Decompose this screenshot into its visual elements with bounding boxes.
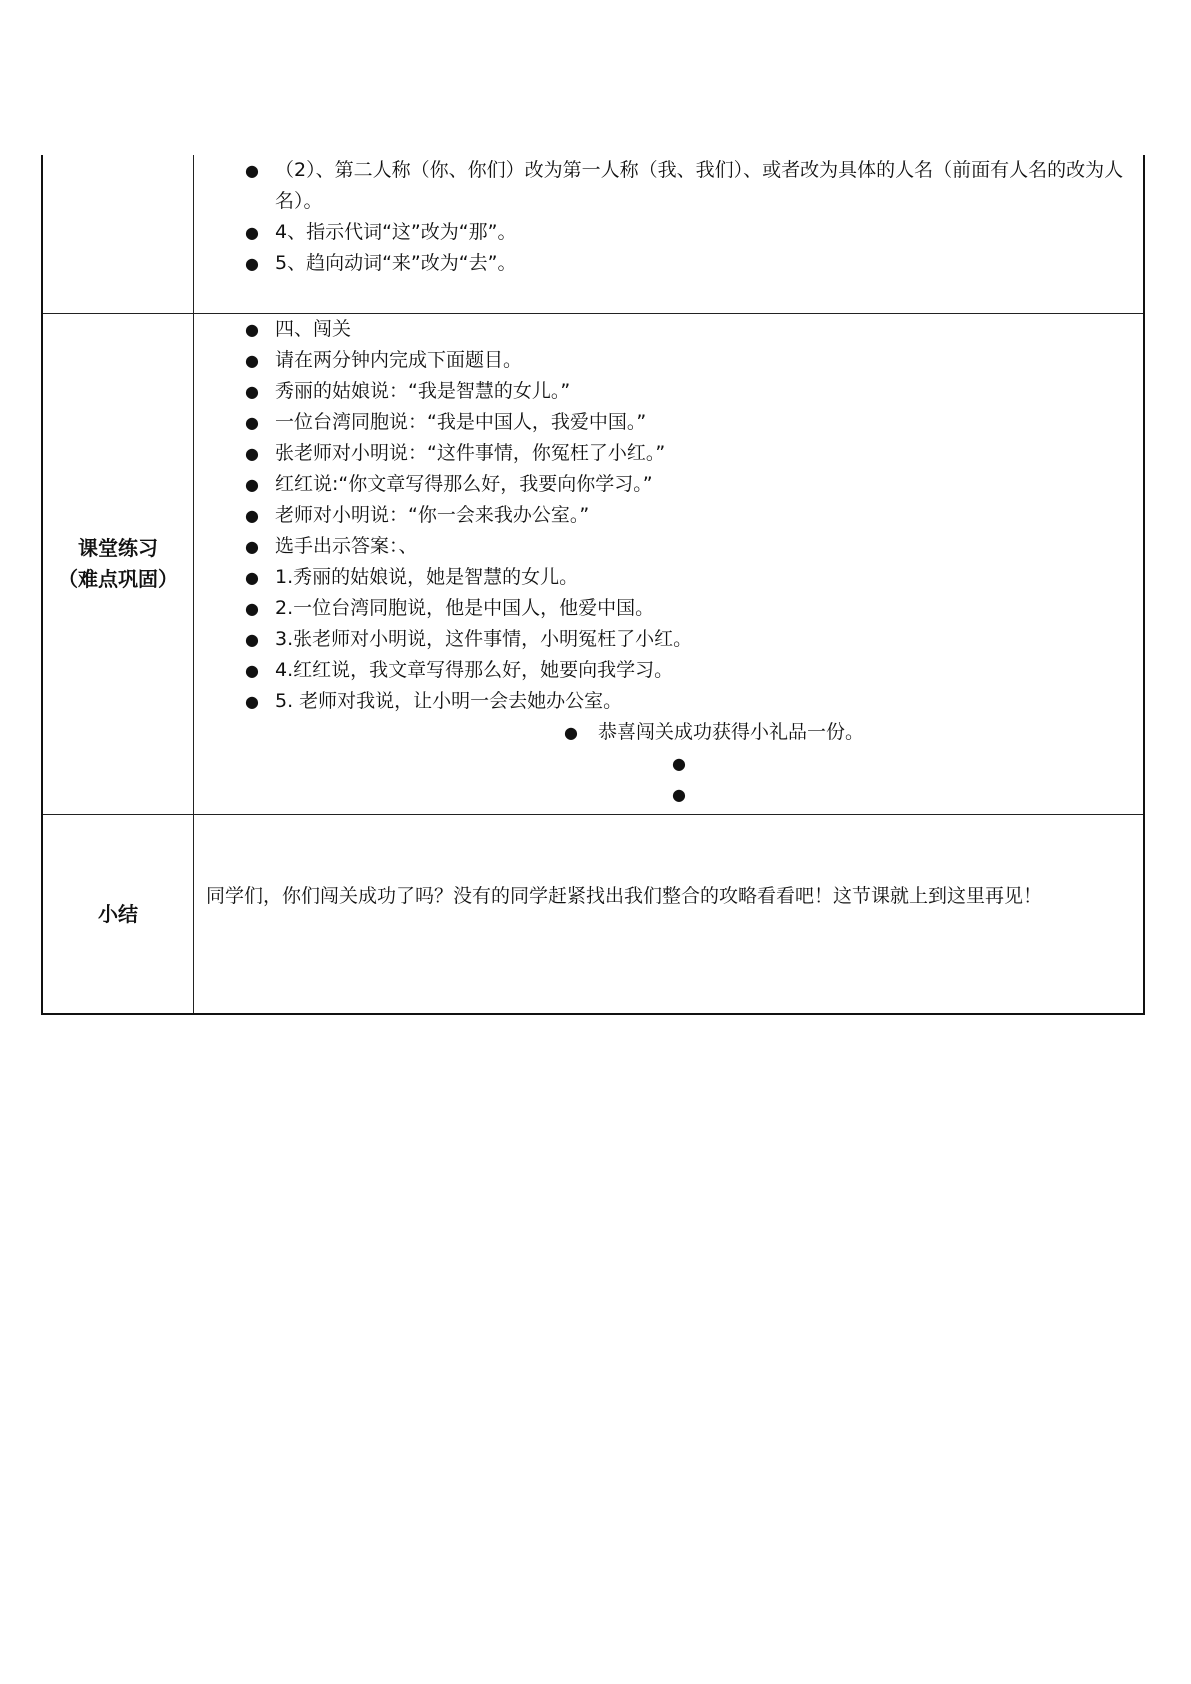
row-label-cell: [42, 155, 194, 314]
bullet-icon: ●: [245, 351, 259, 370]
row-label-sub: （难点巩固）: [58, 567, 178, 591]
bullet-icon: ●: [245, 382, 259, 401]
bullet-icon: ●: [245, 413, 259, 432]
bullet-icon: ●: [245, 444, 259, 463]
bullet-list: [194, 155, 1143, 279]
row-content-cell: [194, 815, 1145, 1015]
list-item: ● 3.张老师对小明说，这件事情，小明冤枉了小红。: [194, 624, 1143, 655]
row-content-cell: [194, 314, 1145, 815]
bullet-icon: ●: [245, 599, 259, 618]
bullet-icon: ●: [672, 754, 686, 773]
bullet-icon: ●: [245, 223, 259, 242]
table-row: [42, 155, 1144, 314]
list-item: ● 2.一位台湾同胞说，他是中国人，他爱中国。: [194, 593, 1143, 624]
list-item: ● 老师对小明说：“你一会来我办公室。”: [194, 500, 1143, 531]
lesson-plan-table: [41, 155, 1145, 1015]
row-content-cell: [194, 155, 1145, 314]
list-item: ● （2）、第二人称（你、你们）改为第一人称（我、我们）、或者改为具体的人名（前面有人名的改为人名）。: [194, 155, 1143, 217]
bullet-icon: ●: [245, 254, 259, 273]
list-item: ● 秀丽的姑娘说：“我是智慧的女儿。”: [194, 376, 1143, 407]
bullet-icon: ●: [245, 661, 259, 680]
list-item: ● 4、指示代词“这”改为“那”。: [194, 217, 1143, 248]
list-item: ● 张老师对小明说：“这件事情，你冤枉了小红。”: [194, 438, 1143, 469]
summary-text: 同学们，你们闯关成功了吗？没有的同学赶紧找出我们整合的攻略看看吧！这节课就上到这里再见！: [206, 885, 1043, 907]
bullet-icon: ●: [672, 785, 686, 804]
bullet-icon: ●: [245, 537, 259, 556]
list-item: ● 四、闯关: [194, 314, 1143, 345]
list-item: ● 5、趋向动词“来”改为“去”。: [194, 248, 1143, 279]
row-label: 课堂练习: [78, 536, 158, 560]
list-item-centered: ● 恭喜闯关成功获得小礼品一份。: [194, 717, 1143, 748]
row-label-cell: [42, 815, 194, 1015]
table-row: [42, 815, 1144, 1015]
row-label-cell: [42, 314, 194, 815]
list-item: ● 红红说:“你文章写得那么好，我要向你学习。”: [194, 469, 1143, 500]
bullet-icon: ●: [245, 161, 259, 180]
bullet-icon: ●: [564, 723, 578, 742]
bullet-icon: ●: [245, 506, 259, 525]
bullet-icon: ●: [245, 320, 259, 339]
list-item: ● 请在两分钟内完成下面题目。: [194, 345, 1143, 376]
list-item: ● 1.秀丽的姑娘说，她是智慧的女儿。: [194, 562, 1143, 593]
list-item: ● 一位台湾同胞说：“我是中国人，我爱中国。”: [194, 407, 1143, 438]
bullet-icon: ●: [245, 630, 259, 649]
empty-list-item: [194, 748, 1143, 779]
list-item: ● 选手出示答案：、: [194, 531, 1143, 562]
row-label: 小结: [98, 901, 138, 926]
list-item: ● 5. 老师对我说，让小明一会去她办公室。: [194, 686, 1143, 717]
empty-list-item: [194, 779, 1143, 810]
bullet-icon: ●: [245, 692, 259, 711]
bullet-icon: ●: [245, 568, 259, 587]
bullet-list: [194, 314, 1143, 810]
list-item: ● 4.红红说，我文章写得那么好，她要向我学习。: [194, 655, 1143, 686]
table-row: [42, 314, 1144, 815]
bullet-icon: ●: [245, 475, 259, 494]
